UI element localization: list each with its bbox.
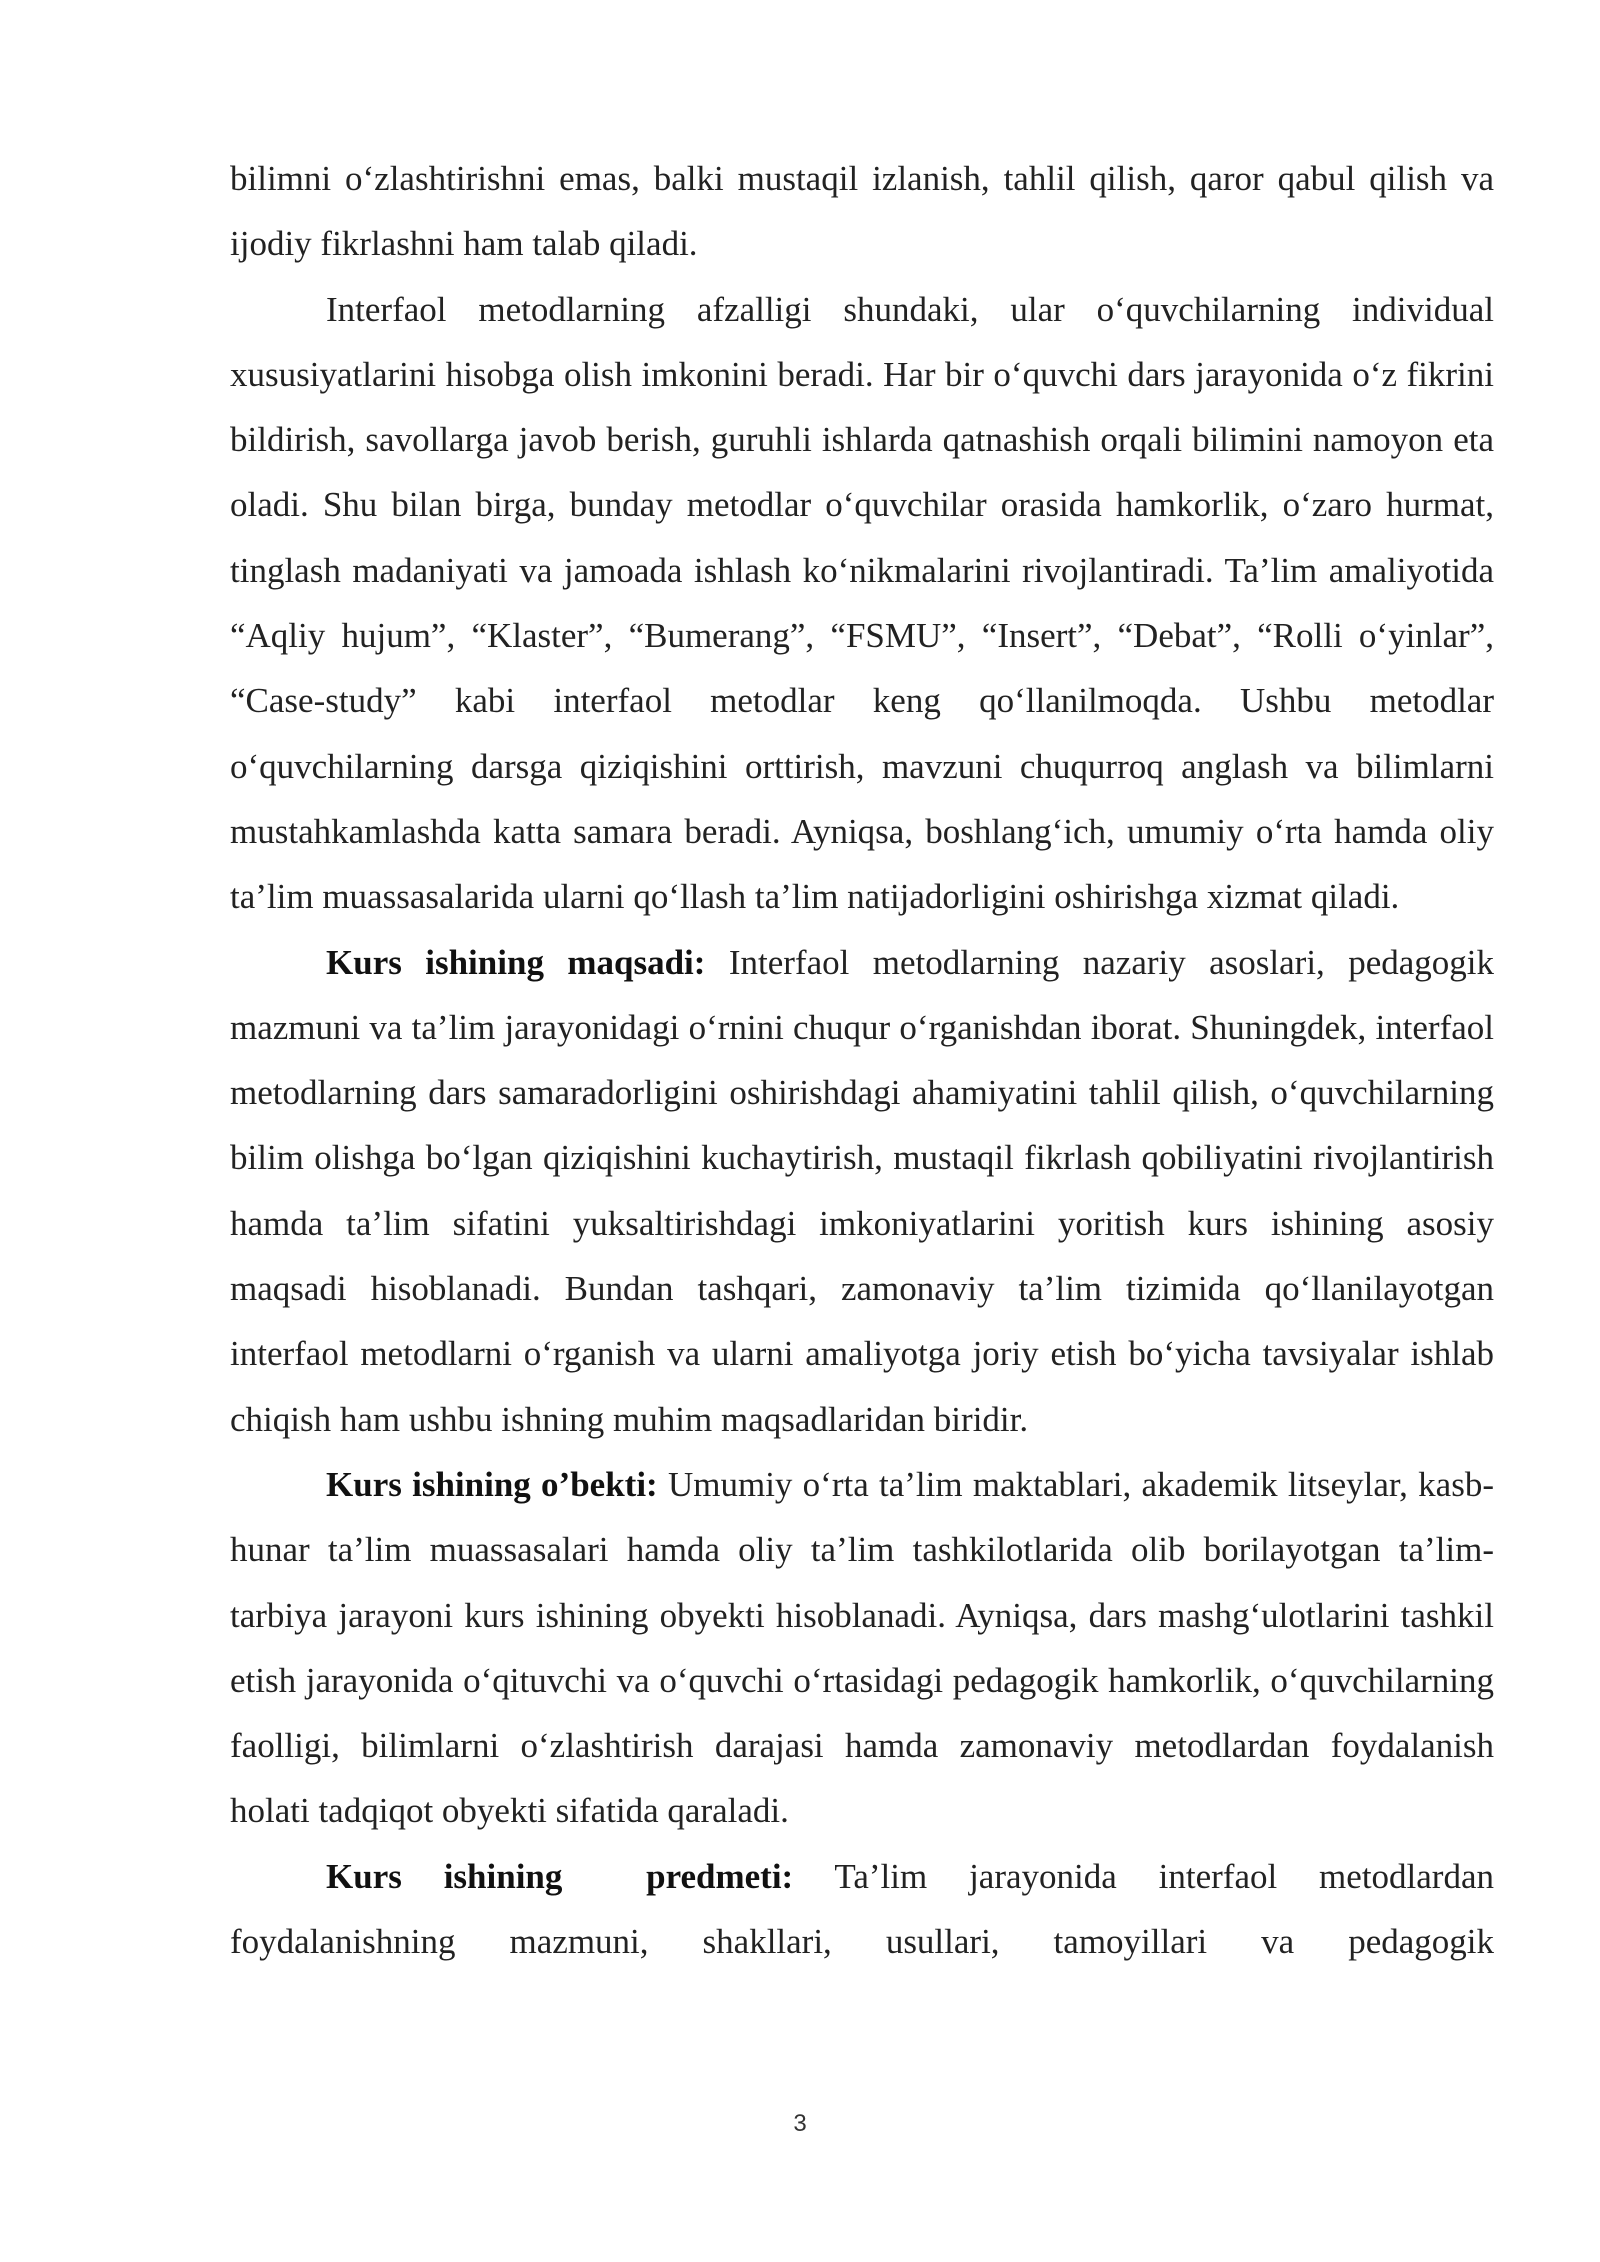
paragraph-interfaol-afzalligi xyxy=(230,277,1494,930)
document-page xyxy=(230,146,1494,1974)
paragraph-kurs-obekti xyxy=(230,1452,1494,1844)
paragraph-text: Interfaol metodlarning afzalligi shundaki, ular o‘quvchilarning individual xususiyatlarini hisobga olish imkonini beradi. Har bir o‘quvchi dars jarayonida o‘z fikrini bildirish, savollarga javob berish, guruhli ishlarda qatnashish orqali bilimini namoyon eta oladi. Shu bilan birga, bunday metodlar o‘quvchilar orasida hamkorlik, o‘zaro hurmat, tinglash madaniyati va jamoada ishlash ko‘nikmalarini rivojlantiradi. Ta’lim amaliyotida “Aqliy hujum”, “Klaster”, “Bumerang”, “FSMU”, “Insert”, “Debat”, “Rolli o‘yinlar”, “Case-study” kabi interfaol metodlar keng qo‘llanilmoqda. Ushbu metodlar o‘quvchilarning darsga qiziqishini orttirish, mavzuni chuqurroq anglash va bilimlarni mustahkamlashda katta samara beradi. Ayniqsa, boshlang‘ich, umumiy o‘rta hamda oliy ta’lim muassasalarida ularni qo‘llash ta’lim natijadorligini oshirishga xizmat qiladi. xyxy=(230,289,1494,917)
page-number: 3 xyxy=(793,2110,807,2137)
paragraph-heading: Kurs ishining o’bekti: xyxy=(326,1464,658,1504)
paragraph-text: Umumiy o‘rta ta’lim maktablari, akademik litseylar, kasb-hunar ta’lim muassasalari hamda oliy ta’lim tashkilotlarida olib borilayotgan ta’lim-tarbiya jarayoni kurs ishining obyekti hisoblanadi. Ayniqsa, dars mashg‘ulotlarini tashkil etish jarayonida o‘qituvchi va o‘quvchi o‘rtasidagi pedagogik hamkorlik, o‘quvchilarning faolligi, bilimlarni o‘zlashtirish darajasi hamda zamonaviy metodlardan foydalanish holati tadqiqot obyekti sifatida qaraladi. xyxy=(230,1464,1494,1831)
paragraph-heading: Kurs ishining maqsadi: xyxy=(326,942,706,982)
paragraph-text: Interfaol metodlarning nazariy asoslari, pedagogik mazmuni va ta’lim jarayonidagi o‘rnini chuqur o‘rganishdan iborat. Shuningdek, interfaol metodlarning dars samaradorligini oshirishdagi ahamiyatini tahlil qilish, o‘quvchilarning bilim olishga bo‘lgan qiziqishini kuchaytirish, mustaqil fikrlash qobiliyatini rivojlantirish hamda ta’lim sifatini yuksaltirishdagi imkoniyatlarini yoritish kurs ishining asosiy maqsadi hisoblanadi. Bundan tashqari, zamonaviy ta’lim tizimida qo‘llanilayotgan interfaol metodlarni o‘rganish va ularni amaliyotga joriy etish bo‘yicha tavsiyalar ishlab chiqish ham ushbu ishning muhim maqsadlaridan biridir. xyxy=(230,942,1495,1439)
paragraph-heading: Kurs ishining predmeti: xyxy=(326,1856,794,1896)
paragraph-text: bilimni o‘zlashtirishni emas, balki mustaqil izlanish, tahlil qilish, qaror qabul qilish va ijodiy fikrlashni ham talab qiladi. xyxy=(230,159,1494,264)
paragraph-text: Ta’lim jarayonida interfaol metodlardan foydalanishning mazmuni, shakllari, usullari, tamoyillari va pedagogik xyxy=(230,1856,1494,1962)
paragraph-kurs-maqsadi xyxy=(230,930,1494,1452)
paragraph-kurs-predmeti xyxy=(230,1844,1494,1975)
paragraph-continuation xyxy=(230,146,1494,277)
